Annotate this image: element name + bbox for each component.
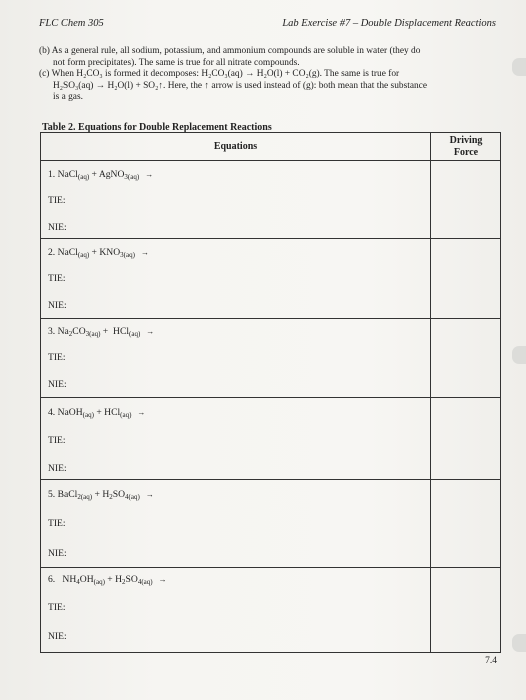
note-b-line1: (b) As a general rule, all sodium, potassium, and ammonium compounds are soluble in water (they do	[39, 46, 421, 56]
note-b-line2: not form precipitates). The same is true for all nitrate compounds.	[53, 57, 300, 68]
tie-label-3: TIE:	[48, 352, 66, 363]
row-rule-1	[41, 238, 500, 239]
row-rule-2	[41, 318, 500, 319]
equation-2: 2. NaCl$_{(aq)}$ + $KNO_{3(aq)}$ →	[48, 247, 149, 259]
nie-label-5: NIE:	[48, 548, 67, 559]
tie-label-6: TIE:	[48, 602, 66, 613]
note-c-line2: H₂SO₃(aq) → H₂O(l) + SO₂↑. Here, the ↑ arrow is used instead of (g): both mean that the substance	[53, 80, 428, 91]
note-c-line3: is a gas.	[53, 92, 83, 102]
equation-5: 5. BaCl$_{2(aq)}$ + $H_2SO_{4(aq)}$ →	[48, 489, 154, 501]
tie-label-2: TIE:	[48, 273, 66, 284]
equations-header: Equations	[213, 141, 258, 152]
nie-label-4: NIE:	[48, 463, 67, 474]
row-rule-5	[41, 567, 500, 568]
equation-3: 3. $Na_2CO_{3(aq)} + HCl_{(aq)}$ →	[48, 326, 155, 338]
binder-tab-middle	[512, 346, 526, 364]
note-b	[39, 46, 499, 69]
table-title: Table 2. Equations for Double Replacement Reactions	[42, 122, 272, 133]
reactions-table	[40, 132, 501, 653]
page-number: 7.4	[485, 656, 497, 666]
course-header: FLC Chem 305	[39, 18, 104, 29]
header-rule	[41, 160, 500, 161]
tie-label-1: TIE:	[48, 195, 66, 206]
column-divider	[430, 133, 431, 652]
exercise-header: Lab Exercise #7 – Double Displacement Reactions	[282, 18, 496, 29]
nie-label-2: NIE:	[48, 300, 67, 311]
note-c-line1: (c) When H₂CO₃ is formed it decomposes: H₂CO₃(aq) → H₂O(l) + CO₂(g). The same is true for	[39, 69, 400, 79]
equation-4: 4. NaOH$_{(aq)}$ + HCl$_{(aq)}$ →	[48, 407, 146, 419]
binder-tab-bottom	[512, 634, 526, 652]
tie-label-4: TIE:	[48, 435, 66, 446]
nie-label-1: NIE:	[48, 222, 67, 233]
row-rule-3	[41, 397, 500, 398]
driving-force-header: Driving Force	[449, 135, 483, 158]
binder-tab-top	[512, 58, 526, 76]
row-rule-4	[41, 479, 500, 480]
equation-1: 1. NaCl$_{(aq)}$ + AgNO$_{3(aq)}$ →	[48, 169, 154, 181]
equation-6: 6. $NH_4OH_{(aq)} + H_2SO_{4(aq)}$ →	[48, 574, 167, 586]
nie-label-6: NIE:	[48, 631, 67, 642]
tie-label-5: TIE:	[48, 518, 66, 529]
note-c	[39, 69, 499, 104]
nie-label-3: NIE:	[48, 379, 67, 390]
